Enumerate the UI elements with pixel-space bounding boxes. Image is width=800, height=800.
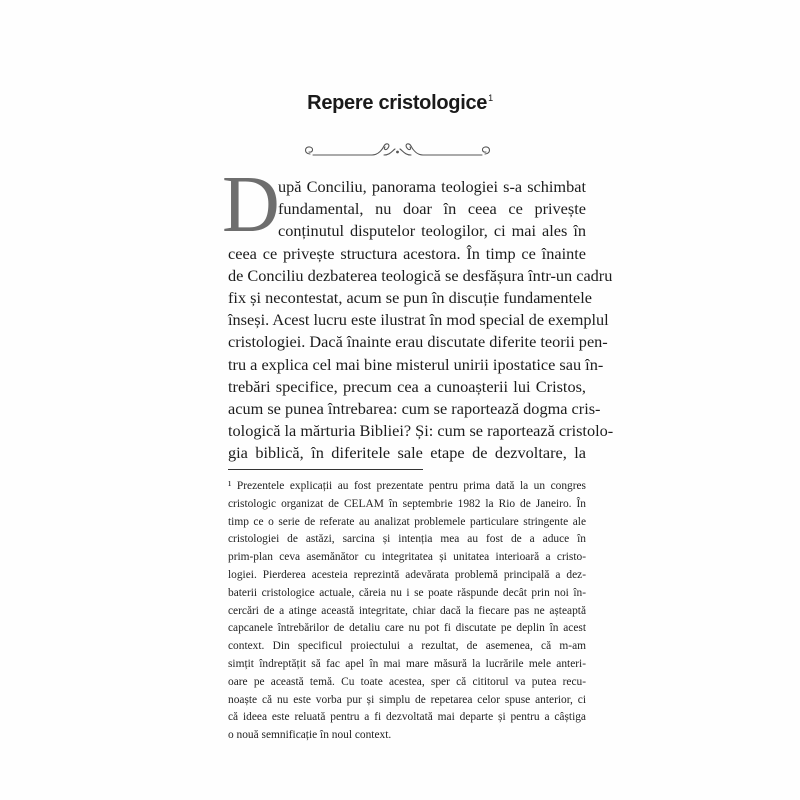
body-line: fix și necontestat, acum se pun în discuție fundamentele [228, 287, 592, 307]
footnote-line: cercări de a atinge această integritate, chiar dacă la fiecare pas ne așteaptă [228, 604, 586, 617]
body-line: acum se punea întrebarea: cum se raportează dogma cris- [228, 398, 601, 418]
footnote-line: timp ce o serie de referate au analizat problemele particulare stringente ale [228, 515, 586, 528]
drop-cap: D [222, 161, 280, 249]
body-line: de Conciliu dezbaterea teologică se desfășura într-un cadru [228, 265, 613, 285]
footnote-line: prim-plan ceva asemănător cu integritatea și unitatea interioară a cristo- [228, 551, 586, 564]
body-line: trebări specifice, precum cea a cunoașterii lui Cristos, [228, 376, 586, 396]
footnote-line: baterii cristologice actuale, căreia nu i se poate răspunde decât prin noi în- [228, 586, 586, 599]
body-line: cristologiei. Dacă înainte erau discutate diferite teorii pen- [228, 332, 608, 352]
chapter-title [0, 92, 800, 115]
footnote-line: ¹ Prezentele explicații au fost prezentate pentru prima dată la un congres [228, 480, 586, 492]
body-line: gia biblică, în diferitele sale etape de dezvoltare, la [228, 443, 586, 463]
body-line: tologică la mărturia Bibliei? Și: cum se raportează cristolo- [228, 421, 614, 441]
footnote-separator [228, 469, 423, 470]
footnote-line: noaște că nu este vorba pur și simplu de repetarea celor spuse anterior, ci [228, 693, 586, 706]
footnote-line: o nouă semnificație în noul context. [228, 729, 392, 742]
footnote [228, 478, 586, 745]
footnote-line: cristologic organizat de CELAM în septembrie 1982 la Rio de Janeiro. În [228, 497, 586, 510]
footnote-line: capcanele întrebărilor de detaliu care nu pot fi discutate pe deplin în acest [228, 622, 586, 635]
body-line: conținutul disputelor teologilor, ci mai ales în [278, 221, 586, 241]
body-text [222, 161, 614, 464]
footnote-line: că ideea este reluată pentru a fi dezvoltată mai departe și pentru a câștiga [228, 711, 586, 724]
chapter-title-text: Repere cristologice [307, 92, 488, 114]
footnote-line: cristologiei de astăzi, sarcina și intenția mea au fost de a aduce în [228, 533, 586, 546]
footnote-line: context. Din specificul proiectului a rezultat, de asemenea, că m-am [228, 640, 586, 653]
body-line: upă Conciliu, panorama teologiei s-a schimbat [278, 177, 586, 196]
footnote-line: logiei. Pierderea acesteia reprezintă adevărata problemă principală a dez- [228, 568, 586, 581]
footnote-line: oare pe această temă. Cu toate acestea, sper că cititorul va putea recu- [228, 675, 586, 688]
ornament-divider-icon [300, 138, 495, 164]
body-line: tru a explica cel mai bine misterul unirii ipostatice sau în- [228, 354, 604, 374]
footnote-line: simțit îndreptățit să fac apel în mai mare măsură la lucrările mele anteri- [228, 657, 586, 670]
body-line: fundamental, nu doar în ceea ce privește [278, 199, 586, 219]
title-footnote-marker: 1 [488, 93, 493, 104]
body-line: ceea ce privește structura acestora. În timp ce înainte [228, 243, 586, 263]
body-line: înseși. Acest lucru este ilustrat în mod special de exemplul [228, 310, 609, 330]
